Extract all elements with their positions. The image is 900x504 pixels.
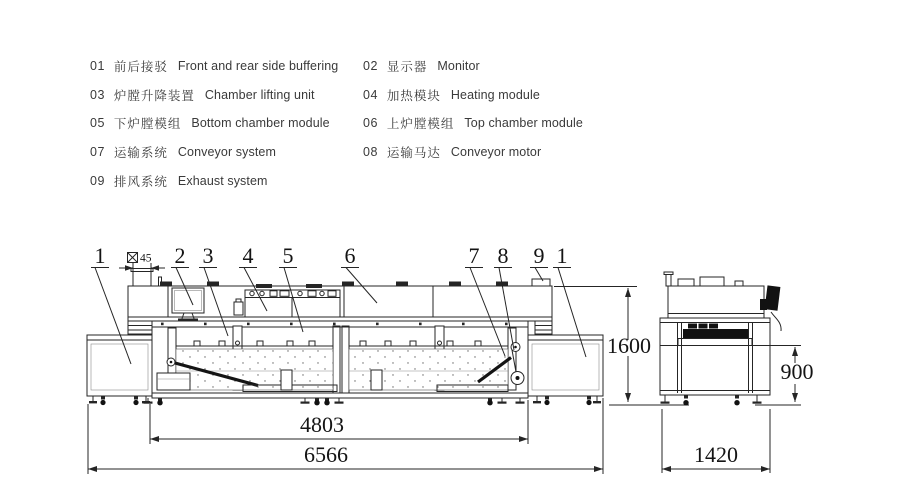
chamber-opening [683, 329, 748, 339]
legend-english: Chamber lifting unit [204, 87, 315, 102]
svg-text:7: 7 [468, 243, 480, 268]
svg-text:6: 6 [344, 243, 356, 268]
end-legs [661, 395, 762, 405]
legend-english: Heating module [450, 87, 540, 102]
svg-text:4: 4 [242, 243, 254, 268]
legend-chinese: 加热模块 [386, 88, 441, 103]
dim-1420-label: 1420 [694, 442, 738, 467]
legend-chinese: 排风系统 [113, 174, 168, 189]
svg-text:1: 1 [556, 243, 568, 268]
svg-text:1: 1 [94, 243, 106, 268]
dim-1600-label: 1600 [607, 333, 651, 358]
side-view [87, 243, 689, 474]
legend-chinese: 运输系统 [113, 146, 168, 161]
exhaust-stack [131, 269, 153, 287]
legend-number: 03 [90, 87, 105, 102]
end-body [660, 318, 770, 395]
svg-text:3: 3 [202, 243, 214, 268]
svg-text:2: 2 [174, 243, 186, 268]
right-buffer-table [528, 335, 603, 405]
legend-number: 05 [90, 116, 105, 131]
dim-900-label: 900 [780, 359, 814, 384]
legend-english: Bottom chamber module [191, 116, 330, 131]
left-buffer-table [87, 335, 152, 405]
exhaust-outlet-box [532, 279, 550, 286]
legend-english: Exhaust system [177, 173, 268, 188]
svg-text:5: 5 [282, 243, 294, 268]
legend-english: Monitor [437, 59, 480, 74]
legend-number: 01 [90, 59, 105, 74]
legend-english: Front and rear side buffering [177, 59, 339, 74]
legend-number: 04 [363, 87, 378, 102]
dim-4803-label: 4803 [300, 412, 344, 437]
svg-text:9: 9 [533, 243, 545, 268]
legend-chinese: 上炉膛模组 [386, 117, 455, 132]
dim-6566-label: 6566 [304, 442, 348, 467]
end-hood [664, 272, 764, 318]
svg-text:8: 8 [497, 243, 509, 268]
end-view [660, 272, 814, 473]
legend-chinese: 前后接驳 [113, 60, 168, 75]
legend-english: Conveyor motor [450, 145, 542, 160]
legend-number: 09 [90, 173, 105, 188]
legend-number: 02 [363, 59, 378, 74]
dim-chamber-4803 [150, 400, 528, 444]
legend-number: 06 [363, 116, 378, 131]
legend-english: Top chamber module [464, 116, 583, 131]
dim-width-1420 [662, 409, 770, 473]
dim-overall-6566 [88, 398, 603, 474]
dim-45-label: 45 [140, 252, 152, 265]
machine-legs [144, 398, 525, 405]
callout-9 [530, 243, 548, 281]
legend-chinese: 显示器 [386, 60, 428, 75]
heating-module-box [234, 290, 340, 317]
legend-chinese: 运输马达 [386, 146, 441, 161]
legend-number: 07 [90, 145, 105, 160]
legend-number: 08 [363, 145, 378, 160]
legend-chinese: 下炉膛模组 [113, 117, 182, 132]
legend-chinese: 炉膛升降装置 [113, 88, 195, 103]
legend-english: Conveyor system [177, 145, 276, 160]
